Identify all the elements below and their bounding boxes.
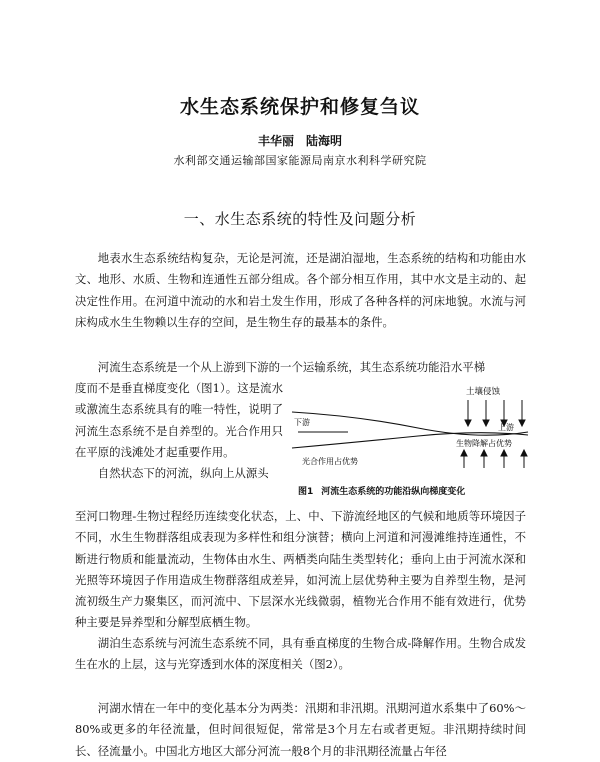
fig-label-photosynthesis: 光合作用占优势 (302, 457, 358, 466)
authors: 丰华丽 陆海明 (257, 134, 342, 148)
section-heading: 一、水生态系统的特性及问题分析 (183, 210, 417, 228)
affiliation: 水利部交通运输部国家能源局南京水利科学研究院 (173, 154, 427, 167)
figure-1-diagram (288, 380, 533, 500)
paragraph-4: 河湖水情在一年中的变化基本分为两类：汛期和非汛期。汛期河道水系集中了60%～80%或更多的年径流量，但时间很短促，常常是3个月左右或者更短。非汛期持续时间长、径流量小。中国北方地区大部分河流一般8个月的非汛期径流量占年径 (75, 701, 526, 758)
fig-label-decomposition: 生物降解占优势 (456, 439, 512, 448)
paragraph-2-left-end: 自然状态下的河流，纵向上从源头 (97, 466, 269, 481)
fig-down-arrows (465, 400, 525, 426)
figure-1 (288, 380, 533, 500)
figure-1-caption (298, 484, 538, 497)
paragraph-2-first-line: 河流生态系统是一个从上游到下游的一个运输系统，其生态系统功能沿水平梯 (97, 360, 486, 374)
paragraph-1: 地表水生态系统结构复杂，无论是河流，还是湖泊湿地，生态系统的结构和功能由水文、地形、水质、生物和连通性五部分组成。各个部分相互作用，其中水文是主动的、起决定性作用。在河道中流动的水和岩土发生作用，形成了各种各样的河床地貌。水流与河床构成水生生物赖以生存的空间，是生物生存的最基本的条件。 (75, 251, 526, 329)
fig-label-upstream: 下游 (294, 418, 310, 427)
paragraph-2-left-text: 度而不是垂直梯度变化（图1）。这是流水或激流生态系统具有的唯一特性，说明了河流生态系统不是自养型的。光合作用只在平原的浅滩处才起重要作用。 (75, 381, 283, 459)
figure-number: 图1 (298, 487, 314, 497)
fig-up-arrows (461, 450, 527, 468)
paper-title: 水生态系统保护和修复刍议 (179, 96, 420, 118)
figure-caption-text: 河流生态系统的功能沿纵向梯度变化 (321, 487, 466, 497)
paragraph-2-left-column (75, 378, 283, 484)
paragraph-3: 湖泊生态系统与河流生态系统不同，具有垂直梯度的生物合成-降解作用。生物合成发生在水的上层，这与光穿透到水体的深度相关（图2）。 (75, 636, 526, 672)
paragraph-2-continued: 至河口物理-生物过程经历连续变化状态，上、中、下游流经地区的气候和地质等环境因子不同，水生生物群落组成表现为多样性和组分演替；横向上河道和河漫滩维持连通性，不断进行物质和能量流动，生物体由水生、两栖类向陆生类型转化；垂向上由于河流水深和光照等环境因子作用造成生物群落组成差异，如河流上层优势种主要为自养型生物，是河流初级生产力聚集区，而河流中、下层深水光线微弱，植物光合作用不能有效进行，优势种主要是异养型和分解型底栖生物。 (75, 509, 526, 630)
fig-label-downstream: 上游 (498, 423, 514, 432)
fig-label-sediment: 土壤侵蚀 (466, 387, 501, 397)
